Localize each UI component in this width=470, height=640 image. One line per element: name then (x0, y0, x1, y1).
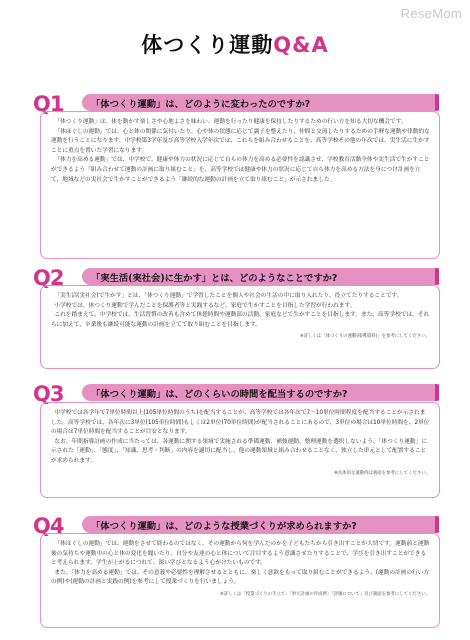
answer-paragraph: 「実生活(実社会)で生かす」とは、「体つくり運動」で学習したことを個人や社会の生活の中に取り入れたり、役立てたりすることです。 (54, 293, 403, 299)
answer-box (40, 402, 440, 498)
answer-paragraph: これを踏まえて、中学校では、生活習慣の改善も含めて休憩時間や運動部の活動、家庭などで生かすことを目指します。また、高等学校では、それらに加えて、卒業後も継続可能な運動の計画を立てて取り組むことを目指します。 (51, 312, 430, 328)
question-heading: 「体つくり運動」は、どのように変わったのですか? (82, 94, 439, 111)
answer-note: ※具体的な運動例は裏面を参考にしてください。 (334, 470, 430, 476)
question-heading: 「体つくり運動」は、どのくらいの時間を配当するのですか? (82, 384, 439, 401)
answer-paragraph: 「体ほぐしの運動」では、心と体の関係に気付いたり、心や体の状態に応じて調子を整えたり、仲間と交流したりするための手軽な運動や律動的な運動を行うことになります。中学校第3学年及び高等学校入学年次では、これらを組み合わせることを、高等学校その他の年次では、実生活に生かすことに重点を置いた学習になります。 (51, 128, 430, 154)
answer-paragraph: 「体つくり運動」は、体を動かす楽しさや心地よさを味わい、運動を行ったり健康を保持したりするための行い方を知る大切な機会です。 (54, 119, 407, 125)
page-title-accent: Q&A (273, 33, 329, 57)
answer-note: ※詳しくは「体づくりの運動(指導資料)」を参考にしてください。 (299, 334, 430, 340)
page-title-main: 体つくり運動 (141, 33, 274, 57)
resemom-watermark: ReseMom (400, 6, 462, 21)
answer-paragraph: 「体ほぐしの運動」では、運動をさせて終わるのではなく、その運動から何を学んだのかを子どもたちから引き出すことが大切です。運動前と運動後の気持ちや運動中の心と体の変化を聞いたり、自分や友達の心と体について注目するよう意識させたりすることで、学びを引き出すことができると考えられます。学生が上がるにつれて、深い学びとなるよう心がけたいものです。 (51, 541, 430, 567)
question-heading: 「体つくり運動」は、どのような授業づくりが求められますか? (82, 516, 439, 533)
answer-paragraph: 中学校では各学年で7単位時間以上(105単位時間のうち)を配当することが、高等学校では各年次で7〜10単位時間程度を配当することが示されました。高等学校では、各年次に3単位(105単位時間)もしくは2単位(70単位時間)が配当されることにあるので、3単位の場合は10単位時間を、2単位の場合は7単位時間を配当することが目安となります。 (51, 410, 430, 436)
question-heading: 「実生活(実社会)に生かす」とは、どのようなことですか? (82, 268, 439, 285)
page-title (0, 29, 470, 59)
answer-paragraph: 小学校では、体つくり運動で学んだことを保護者等と実践するなど、家庭で生かすことを目指した学習が行われます。 (54, 302, 356, 309)
question-number: Q4 (33, 514, 64, 538)
answer-paragraph: また、「体力を高める運動」では、その意義や必要性を理解させるとともに、楽しく意欲をもって取り組むことができるよう、(運動の計画の行い方の例)や(運動の計画と実践の例)を参考にして授業づくりを行いましょう。 (51, 569, 430, 586)
answer-paragraph: 「体力を高める運動」では、中学校で、健康や体力の状況に応じて自らの体力を高める必要性を認識させ、学校教育活動全体や実生活で生かすことができるよう「組み合わせて運動の計画に取り組むこと」を、高等学校では健康や体力の状況に応じて自ら体力を高める方法を身につけ計画を立て、地域などの実社会で生かすことができるよう「継続的な運動の計画を立て取り組むこと」が示されました。 (51, 157, 430, 183)
answer-note: ※詳しくは「授業づくりの手立て」「単元計画の作成例」「評価について」及び裏面を参考にしてください。 (220, 591, 430, 597)
answer-box (40, 111, 440, 259)
answer-box (40, 533, 440, 628)
answer-box (40, 285, 440, 369)
answer-paragraph: なお、年間指導計画の作成に当たっては、各運動に関する領域で実施される準備運動、補強運動、整理運動を選択しないよう、「体つくり運動」に示された「運動」、「態度」、「知識、思考・判断」の内容を適切に配当し、他の運動領域と組み合わせることなく、独立した単元として配置することが求められます。 (51, 438, 427, 464)
question-number: Q2 (33, 266, 64, 290)
question-number: Q1 (33, 92, 64, 116)
question-number: Q3 (33, 382, 64, 406)
